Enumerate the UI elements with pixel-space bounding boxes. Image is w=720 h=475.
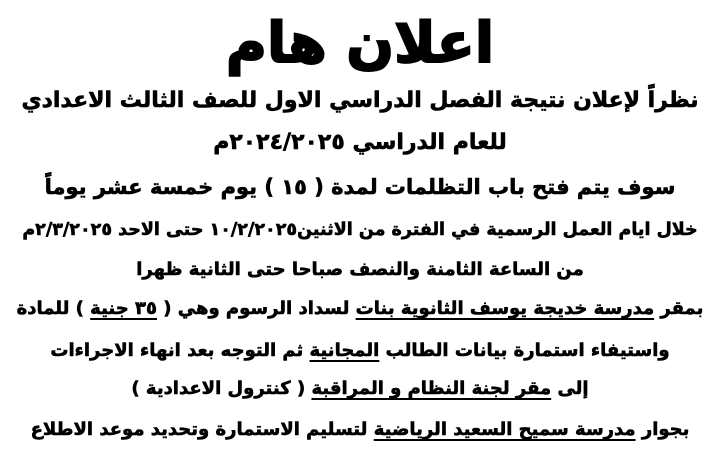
announcement-line-7 (14, 337, 706, 365)
fee-amount: ٣٥ جنية (90, 298, 158, 319)
line-7-prefix: واستيفاء استمارة بيانات الطالب (379, 340, 670, 361)
line-9-prefix: بجوار (635, 419, 690, 440)
announcement-line-4: خلال ايام العمل الرسمية في الفترة من الاثنين١٠/٢/٢٠٢٥ حتى الاحد ٢/٣/٢٠٢٥م (22, 220, 698, 240)
line-6-prefix: بمقر (654, 298, 704, 319)
line-8-suffix: ( كنترول الاعدادية ) (131, 378, 312, 399)
announcement-line-8 (14, 375, 706, 403)
line-8-prefix: إلى (551, 378, 589, 399)
announcement-line-6 (6, 295, 714, 323)
announcement-line-1: نظراً لإعلان نتيجة الفصل الدراسي الاول للصف الثالث الاعدادي (21, 88, 699, 113)
announcement-line-5: من الساعة الثامنة والنصف صباحا حتى الثانية ظهرا (136, 259, 584, 280)
line-6-suffix: ) للمادة (16, 298, 91, 319)
control-committee-hq: مقر لجنة النظام و المراقبة (311, 378, 552, 399)
announcement-line-3: سوف يتم فتح باب التظلمات لمدة ( ١٥ ) يوم خمسة عشر يوماً (44, 175, 676, 199)
line-9-suffix: لتسليم الاستمارة وتحديد موعد الاطلاع (30, 419, 374, 440)
line-7-suffix: ثم التوجه بعد انهاء الاجراءات (50, 340, 310, 361)
announcement-title: اعلان هام (225, 11, 495, 76)
school-name-samih: مدرسة سميح السعيد الرياضية (373, 419, 636, 440)
school-name-khadija: مدرسة خديجة يوسف الثانوية بنات (355, 298, 655, 319)
line-6-fees-text: لسداد الرسوم وهي ( (157, 298, 356, 319)
free-form-word: المجانية (309, 340, 380, 361)
announcement-line-2: للعام الدراسي ٢٠٢٤/٢٠٢٥م (213, 130, 507, 155)
announcement-line-9 (14, 416, 706, 444)
